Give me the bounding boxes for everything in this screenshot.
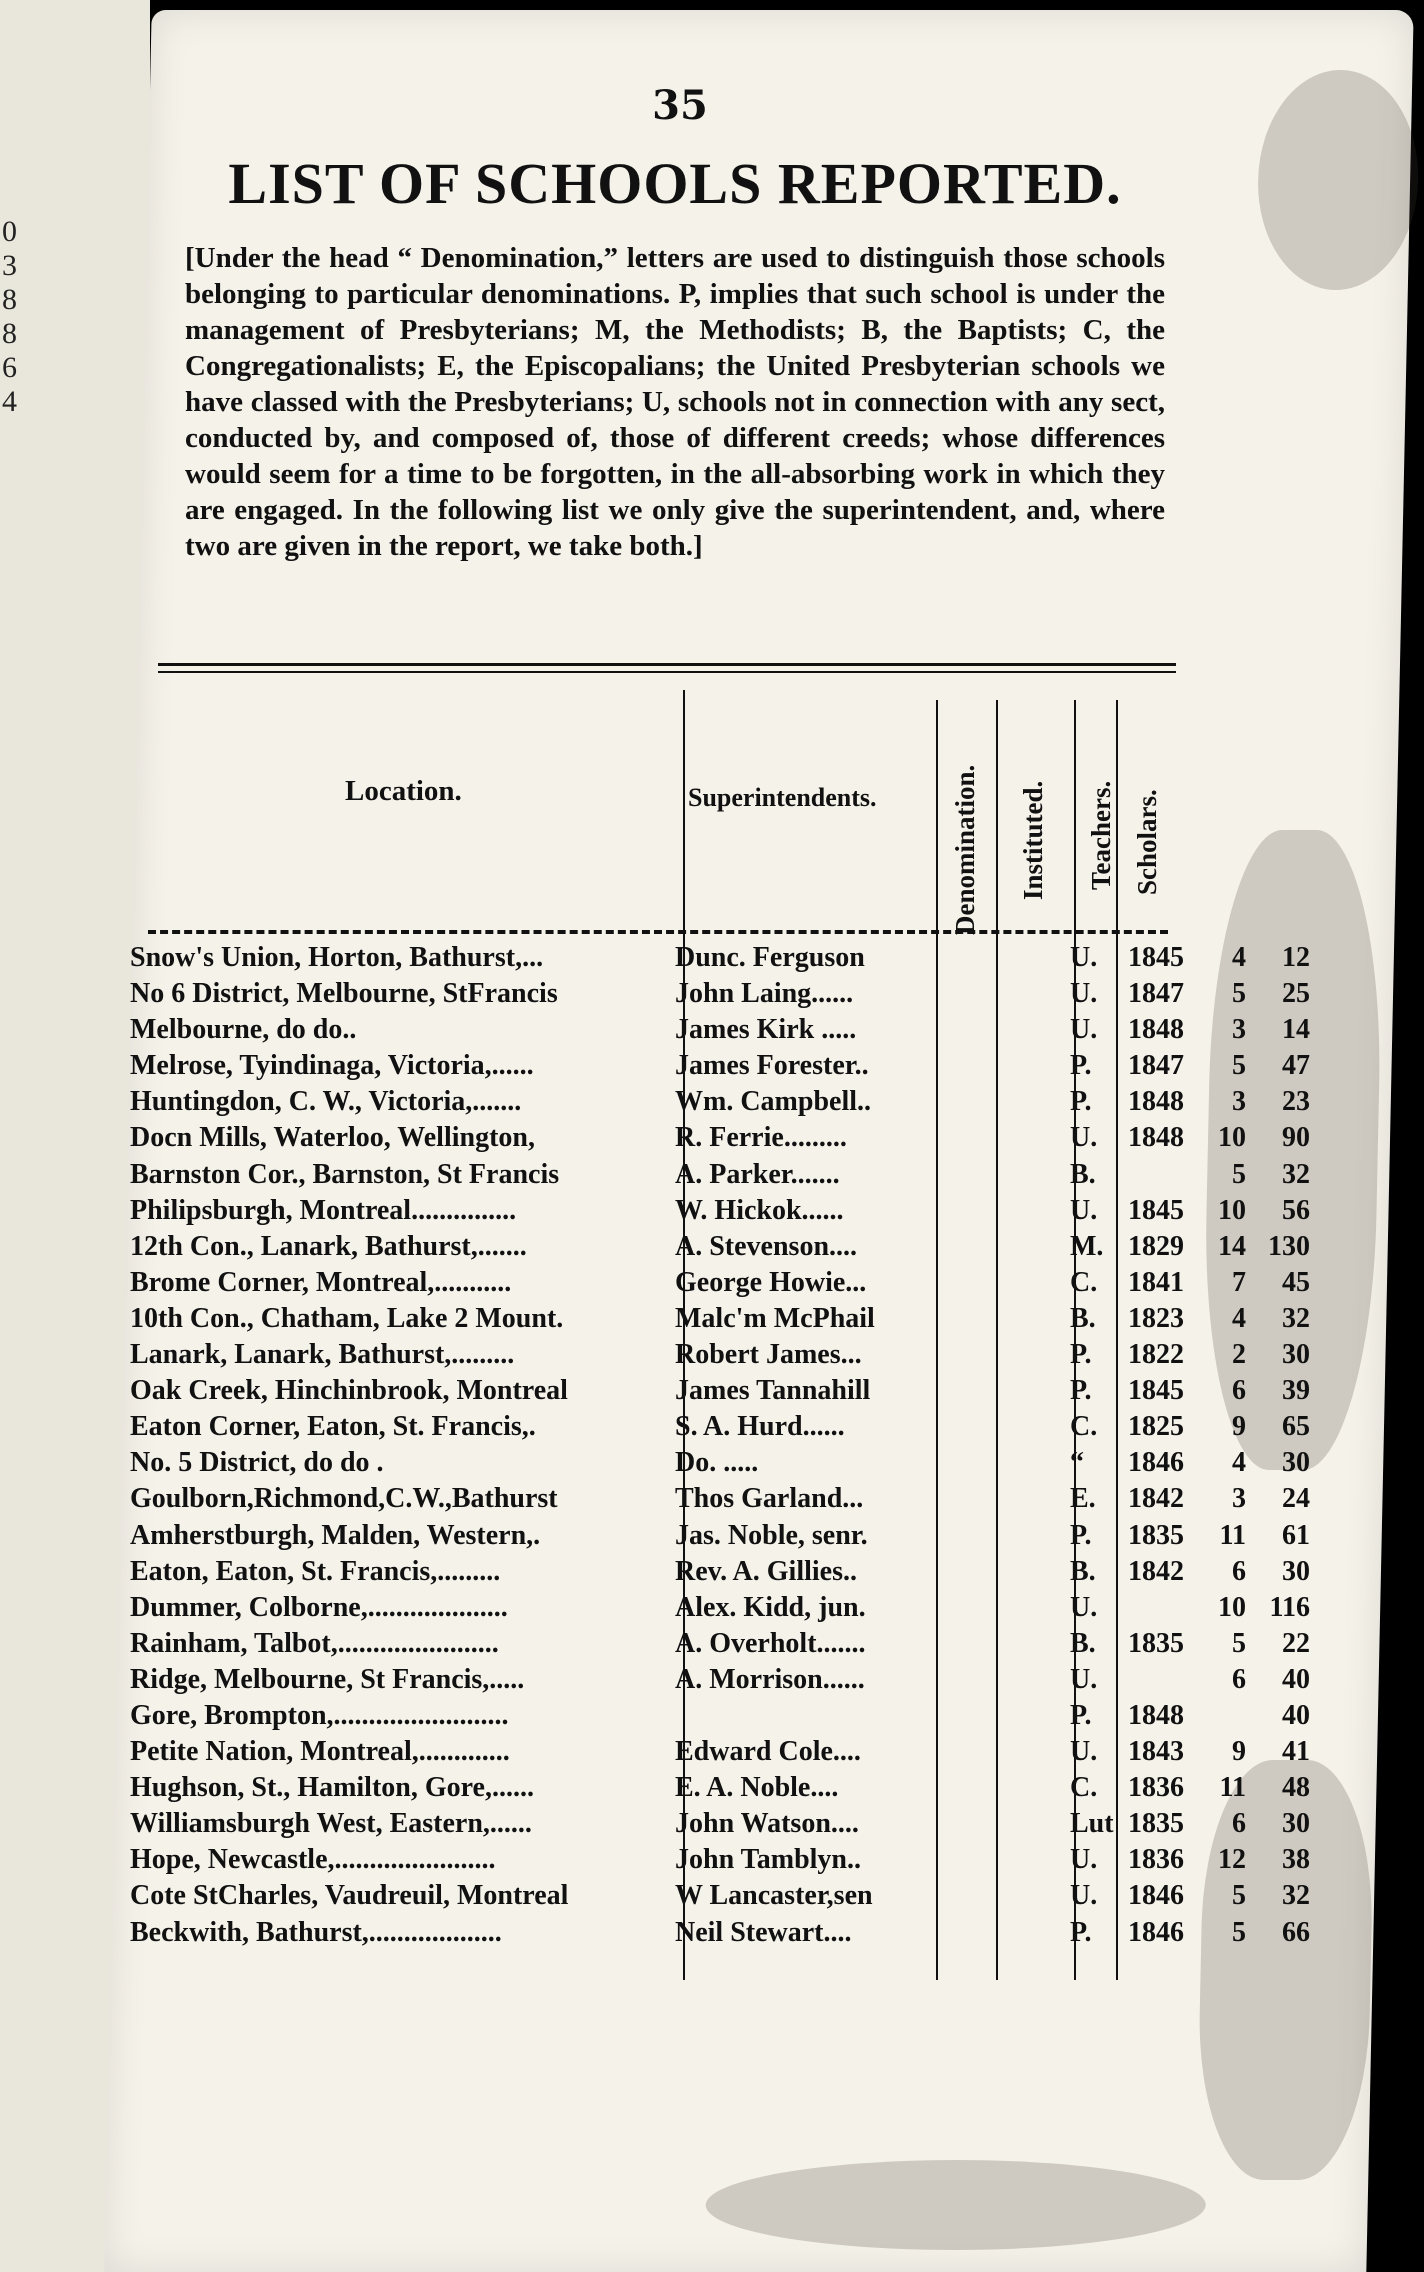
header-instituted: Instituted. <box>1018 780 1048 900</box>
header-teachers: Teachers. <box>1086 780 1116 890</box>
superintendent-cell: S. A. Hurd...... <box>675 1411 845 1443</box>
superintendent-cell: Robert James... <box>675 1339 862 1371</box>
table-row <box>130 1627 1310 1664</box>
denomination-cell: P. <box>1070 1916 1092 1948</box>
superintendent-cell: James Tannahill <box>675 1375 871 1407</box>
instituted-cell: 1845 <box>1128 1375 1184 1407</box>
denomination-cell: Lut <box>1070 1808 1114 1840</box>
superintendent-cell: James Forester.. <box>675 1050 869 1082</box>
table-top-rule <box>158 663 1176 666</box>
left-digit: 6 <box>2 351 17 384</box>
page-title: LIST OF SCHOOLS REPORTED. <box>228 151 1122 216</box>
location-cell: 12th Con., Lanark, Bathurst,....... <box>130 1230 527 1262</box>
teachers-cell: 11 <box>1219 1772 1246 1804</box>
instituted-cell: 1848 <box>1128 1086 1184 1118</box>
superintendent-cell: George Howie... <box>675 1266 867 1298</box>
instituted-cell: 1845 <box>1128 1194 1184 1226</box>
instituted-cell: 1835 <box>1128 1627 1184 1659</box>
instituted-cell: 1835 <box>1128 1808 1184 1840</box>
location-cell: Amherstburgh, Malden, Western,. <box>130 1519 541 1551</box>
superintendent-cell: A. Stevenson.... <box>675 1230 858 1262</box>
scholars-cell: 66 <box>1282 1916 1310 1948</box>
scholars-cell: 14 <box>1282 1014 1310 1046</box>
superintendent-cell: A. Morrison...... <box>675 1663 865 1695</box>
teachers-cell: 6 <box>1232 1808 1246 1840</box>
scholars-cell: 65 <box>1282 1411 1310 1443</box>
scholars-cell: 116 <box>1269 1591 1310 1623</box>
denomination-cell: P. <box>1070 1086 1092 1118</box>
table-row <box>130 978 1310 1014</box>
schools-table-body <box>130 942 1310 1953</box>
location-cell: Goulborn,Richmond,C.W.,Bathurst <box>130 1483 558 1515</box>
instituted-cell: 1829 <box>1128 1230 1184 1262</box>
scholars-cell: 32 <box>1282 1302 1310 1334</box>
location-cell: Snow's Union, Horton, Bathurst,... <box>130 942 544 973</box>
superintendent-cell: Edward Cole.... <box>675 1736 861 1768</box>
teachers-cell: 5 <box>1232 1627 1246 1659</box>
instituted-cell: 1836 <box>1128 1772 1184 1804</box>
scholars-cell: 12 <box>1282 942 1310 973</box>
denomination-cell: U. <box>1070 1194 1098 1226</box>
denomination-cell: B. <box>1070 1302 1096 1334</box>
superintendent-cell: Wm. Campbell.. <box>675 1086 871 1118</box>
location-cell: Rainham, Talbot,....................... <box>130 1627 499 1659</box>
teachers-cell: 11 <box>1219 1519 1246 1551</box>
left-digit: 8 <box>2 283 17 316</box>
header-scholars: Scholars. <box>1132 789 1162 895</box>
instituted-cell: 1842 <box>1128 1555 1184 1587</box>
scholars-cell: 30 <box>1282 1555 1310 1587</box>
denomination-cell: “ <box>1070 1447 1084 1479</box>
table-row <box>130 1447 1310 1483</box>
left-digit: 3 <box>2 249 17 282</box>
instituted-cell: 1846 <box>1128 1916 1184 1948</box>
teachers-cell: 2 <box>1232 1339 1246 1371</box>
page-number: 35 <box>652 82 708 129</box>
location-cell: Lanark, Lanark, Bathurst,......... <box>130 1339 515 1371</box>
superintendent-cell: James Kirk ..... <box>675 1014 857 1046</box>
denomination-cell: U. <box>1070 1014 1098 1046</box>
location-cell: Melrose, Tyindinaga, Victoria,...... <box>130 1050 534 1082</box>
scholars-cell: 32 <box>1282 1158 1310 1190</box>
location-cell: Hope, Newcastle,....................... <box>130 1844 496 1876</box>
location-cell: Barnston Cor., Barnston, St Francis <box>130 1158 560 1190</box>
location-cell: Beckwith, Bathurst,................... <box>130 1916 502 1948</box>
header-bottom-rule <box>148 930 1168 934</box>
table-row <box>130 1772 1310 1808</box>
scholars-cell: 32 <box>1282 1880 1310 1912</box>
location-cell: Melbourne, do do.. <box>130 1014 357 1046</box>
intro-paragraph: [Under the head “ Denomination,” letters are used to distinguish those schools belonging to particular denominations. P, implies that such school is under the management of Presbyterians; M, the Methodists; B, the Baptists; C, the Congregationalists; E, the Episcopalians; the United Presbyterian schools we have classed with the Presbyterians; U, schools not in connection with any sect, conducted by, and composed of, those of different creeds; whose differences would seem for a time to be forgotten, in the all-absorbing work in which they are engaged. In the following list we only give the superintendent, and, where two are given in the report, we take both.] <box>185 242 1165 562</box>
superintendent-cell: John Watson.... <box>675 1808 859 1840</box>
teachers-cell: 3 <box>1232 1014 1246 1046</box>
table-row <box>130 1663 1310 1700</box>
instituted-cell: 1841 <box>1128 1266 1184 1298</box>
table-row <box>130 1339 1310 1375</box>
scholars-cell: 30 <box>1282 1447 1310 1479</box>
scholars-cell: 39 <box>1282 1375 1310 1407</box>
teachers-cell: 9 <box>1232 1411 1246 1443</box>
teachers-cell: 9 <box>1232 1736 1246 1768</box>
denomination-cell: P. <box>1070 1375 1092 1407</box>
teachers-cell: 4 <box>1232 942 1246 973</box>
instituted-cell: 1836 <box>1128 1844 1184 1876</box>
location-cell: Oak Creek, Hinchinbrook, Montreal <box>130 1375 568 1407</box>
instituted-cell: 1843 <box>1128 1736 1184 1768</box>
denomination-cell: U. <box>1070 978 1098 1010</box>
scholars-cell: 22 <box>1282 1627 1310 1659</box>
table-row <box>130 1736 1310 1772</box>
teachers-cell: 10 <box>1218 1194 1246 1226</box>
table-top-rule <box>158 671 1176 673</box>
location-cell: Ridge, Melbourne, St Francis,..... <box>130 1663 525 1695</box>
left-digit: 4 <box>2 385 17 418</box>
denomination-cell: P. <box>1070 1050 1092 1082</box>
denomination-cell: P. <box>1070 1519 1092 1551</box>
denomination-cell: U. <box>1070 1880 1098 1912</box>
denomination-cell: P. <box>1070 1699 1092 1731</box>
denomination-cell: C. <box>1070 1411 1098 1443</box>
location-cell: Williamsburgh West, Eastern,...... <box>130 1808 532 1840</box>
instituted-cell: 1848 <box>1128 1014 1184 1046</box>
instituted-cell: 1848 <box>1128 1699 1184 1731</box>
teachers-cell: 10 <box>1218 1122 1246 1154</box>
superintendent-cell: W. Hickok...... <box>675 1194 844 1226</box>
scholars-cell: 130 <box>1268 1230 1310 1262</box>
denomination-cell: B. <box>1070 1555 1096 1587</box>
table-row <box>130 1194 1310 1231</box>
location-cell: Huntingdon, C. W., Victoria,....... <box>130 1086 522 1118</box>
denomination-cell: U. <box>1070 1736 1098 1768</box>
table-row <box>130 1158 1310 1195</box>
instituted-cell: 1842 <box>1128 1483 1184 1515</box>
scholars-cell: 30 <box>1282 1808 1310 1840</box>
teachers-cell: 3 <box>1232 1483 1246 1515</box>
teachers-cell: 5 <box>1232 1158 1246 1190</box>
superintendent-cell: A. Overholt....... <box>675 1627 866 1659</box>
denomination-cell: M. <box>1070 1230 1104 1262</box>
table-row <box>130 1808 1310 1844</box>
location-cell: Cote StCharles, Vaudreuil, Montreal <box>130 1880 569 1912</box>
denomination-cell: C. <box>1070 1772 1098 1804</box>
scholars-cell: 40 <box>1282 1699 1310 1731</box>
location-cell: Docn Mills, Waterloo, Wellington, <box>130 1122 535 1154</box>
table-row <box>130 1122 1310 1158</box>
table-row <box>130 1375 1310 1411</box>
header-superintendents: Superintendents. <box>688 783 877 812</box>
table-row <box>130 1014 1310 1050</box>
superintendent-cell: A. Parker....... <box>675 1158 840 1190</box>
table-row <box>130 1230 1310 1267</box>
location-cell: Gore, Brompton,......................... <box>130 1699 509 1731</box>
teachers-cell: 12 <box>1218 1844 1246 1876</box>
scholars-cell: 56 <box>1282 1194 1310 1226</box>
location-cell: Brome Corner, Montreal,........... <box>130 1266 512 1298</box>
scholars-cell: 47 <box>1282 1050 1310 1082</box>
scholars-cell: 30 <box>1282 1339 1310 1371</box>
superintendent-cell: John Tamblyn.. <box>675 1844 861 1876</box>
instituted-cell: 1847 <box>1128 1050 1184 1082</box>
scholars-cell: 48 <box>1282 1772 1310 1804</box>
denomination-cell: P. <box>1070 1339 1092 1371</box>
table-row <box>130 1519 1310 1556</box>
superintendent-cell: Thos Garland... <box>675 1483 864 1515</box>
scholars-cell: 23 <box>1282 1086 1310 1118</box>
scholars-cell: 24 <box>1282 1483 1310 1515</box>
denomination-cell: U. <box>1070 1663 1098 1695</box>
superintendent-cell: Jas. Noble, senr. <box>675 1519 868 1551</box>
instituted-cell: 1823 <box>1128 1302 1184 1334</box>
instituted-cell: 1822 <box>1128 1339 1184 1371</box>
scholars-cell: 61 <box>1282 1519 1310 1551</box>
superintendent-cell: Malc'm McPhail <box>675 1302 875 1334</box>
table-row <box>130 1591 1310 1628</box>
teachers-cell: 4 <box>1232 1447 1246 1479</box>
instituted-cell: 1825 <box>1128 1411 1184 1443</box>
superintendent-cell: John Laing...... <box>675 978 854 1010</box>
table-row <box>130 1555 1310 1592</box>
location-cell: Eaton Corner, Eaton, St. Francis,. <box>130 1411 536 1443</box>
location-cell: No 6 District, Melbourne, StFrancis <box>130 978 558 1010</box>
instituted-cell: 1845 <box>1128 942 1184 973</box>
instituted-cell: 1848 <box>1128 1122 1184 1154</box>
teachers-cell: 3 <box>1232 1086 1246 1118</box>
teachers-cell: 10 <box>1218 1591 1246 1623</box>
superintendent-cell: W Lancaster,sen <box>675 1880 873 1912</box>
table-row <box>130 1266 1310 1303</box>
teachers-cell: 5 <box>1232 978 1246 1010</box>
teachers-cell: 4 <box>1232 1302 1246 1334</box>
location-cell: No. 5 District, do do . <box>130 1447 384 1479</box>
table-row <box>130 942 1310 978</box>
instituted-cell: 1835 <box>1128 1519 1184 1551</box>
teachers-cell: 5 <box>1232 1050 1246 1082</box>
denomination-cell: U. <box>1070 942 1098 973</box>
scholars-cell: 40 <box>1282 1663 1310 1695</box>
teachers-cell: 7 <box>1232 1266 1246 1298</box>
table-row <box>130 1880 1310 1916</box>
table-row <box>130 1302 1310 1339</box>
table-row <box>130 1483 1310 1519</box>
instituted-cell: 1846 <box>1128 1880 1184 1912</box>
location-cell: Philipsburgh, Montreal............... <box>130 1194 517 1226</box>
denomination-cell: C. <box>1070 1266 1098 1298</box>
superintendent-cell: Dunc. Ferguson <box>675 942 865 973</box>
header-denomination: Denomination. <box>950 764 980 935</box>
superintendent-cell: E. A. Noble.... <box>675 1772 839 1804</box>
scholars-cell: 41 <box>1282 1736 1310 1768</box>
left-digit: 0 <box>2 215 17 248</box>
superintendent-cell: Alex. Kidd, jun. <box>675 1591 866 1623</box>
table-row <box>130 1411 1310 1447</box>
left-digit: 8 <box>2 317 17 350</box>
scholars-cell: 90 <box>1282 1122 1310 1154</box>
table-row <box>130 1050 1310 1086</box>
instituted-cell: 1846 <box>1128 1447 1184 1479</box>
table-row <box>130 1844 1310 1880</box>
table-row <box>130 1086 1310 1122</box>
teachers-cell: 6 <box>1232 1555 1246 1587</box>
denomination-cell: B. <box>1070 1627 1096 1659</box>
denomination-cell: E. <box>1070 1483 1096 1515</box>
location-cell: Dummer, Colborne,.................... <box>130 1591 508 1623</box>
teachers-cell: 5 <box>1232 1880 1246 1912</box>
location-cell: 10th Con., Chatham, Lake 2 Mount. <box>130 1302 564 1334</box>
superintendent-cell: R. Ferrie......... <box>675 1122 847 1154</box>
table-row <box>130 1916 1310 1953</box>
teachers-cell: 6 <box>1232 1663 1246 1695</box>
instituted-cell: 1847 <box>1128 978 1184 1010</box>
scholars-cell: 25 <box>1282 978 1310 1010</box>
location-cell: Petite Nation, Montreal,............. <box>130 1736 510 1768</box>
teachers-cell: 6 <box>1232 1375 1246 1407</box>
denomination-cell: U. <box>1070 1122 1098 1154</box>
location-cell: Hughson, St., Hamilton, Gore,...... <box>130 1772 534 1804</box>
header-location: Location. <box>345 775 462 807</box>
scholars-cell: 38 <box>1282 1844 1310 1876</box>
denomination-cell: B. <box>1070 1158 1096 1190</box>
scholars-cell: 45 <box>1282 1266 1310 1298</box>
table-row <box>130 1699 1310 1736</box>
teachers-cell: 5 <box>1232 1916 1246 1948</box>
teachers-cell: 14 <box>1218 1230 1246 1262</box>
denomination-cell: U. <box>1070 1591 1098 1623</box>
superintendent-cell: Neil Stewart.... <box>675 1916 852 1948</box>
superintendent-cell: Rev. A. Gillies.. <box>675 1555 857 1587</box>
superintendent-cell: Do. ..... <box>675 1447 759 1479</box>
location-cell: Eaton, Eaton, St. Francis,......... <box>130 1555 501 1587</box>
denomination-cell: U. <box>1070 1844 1098 1876</box>
